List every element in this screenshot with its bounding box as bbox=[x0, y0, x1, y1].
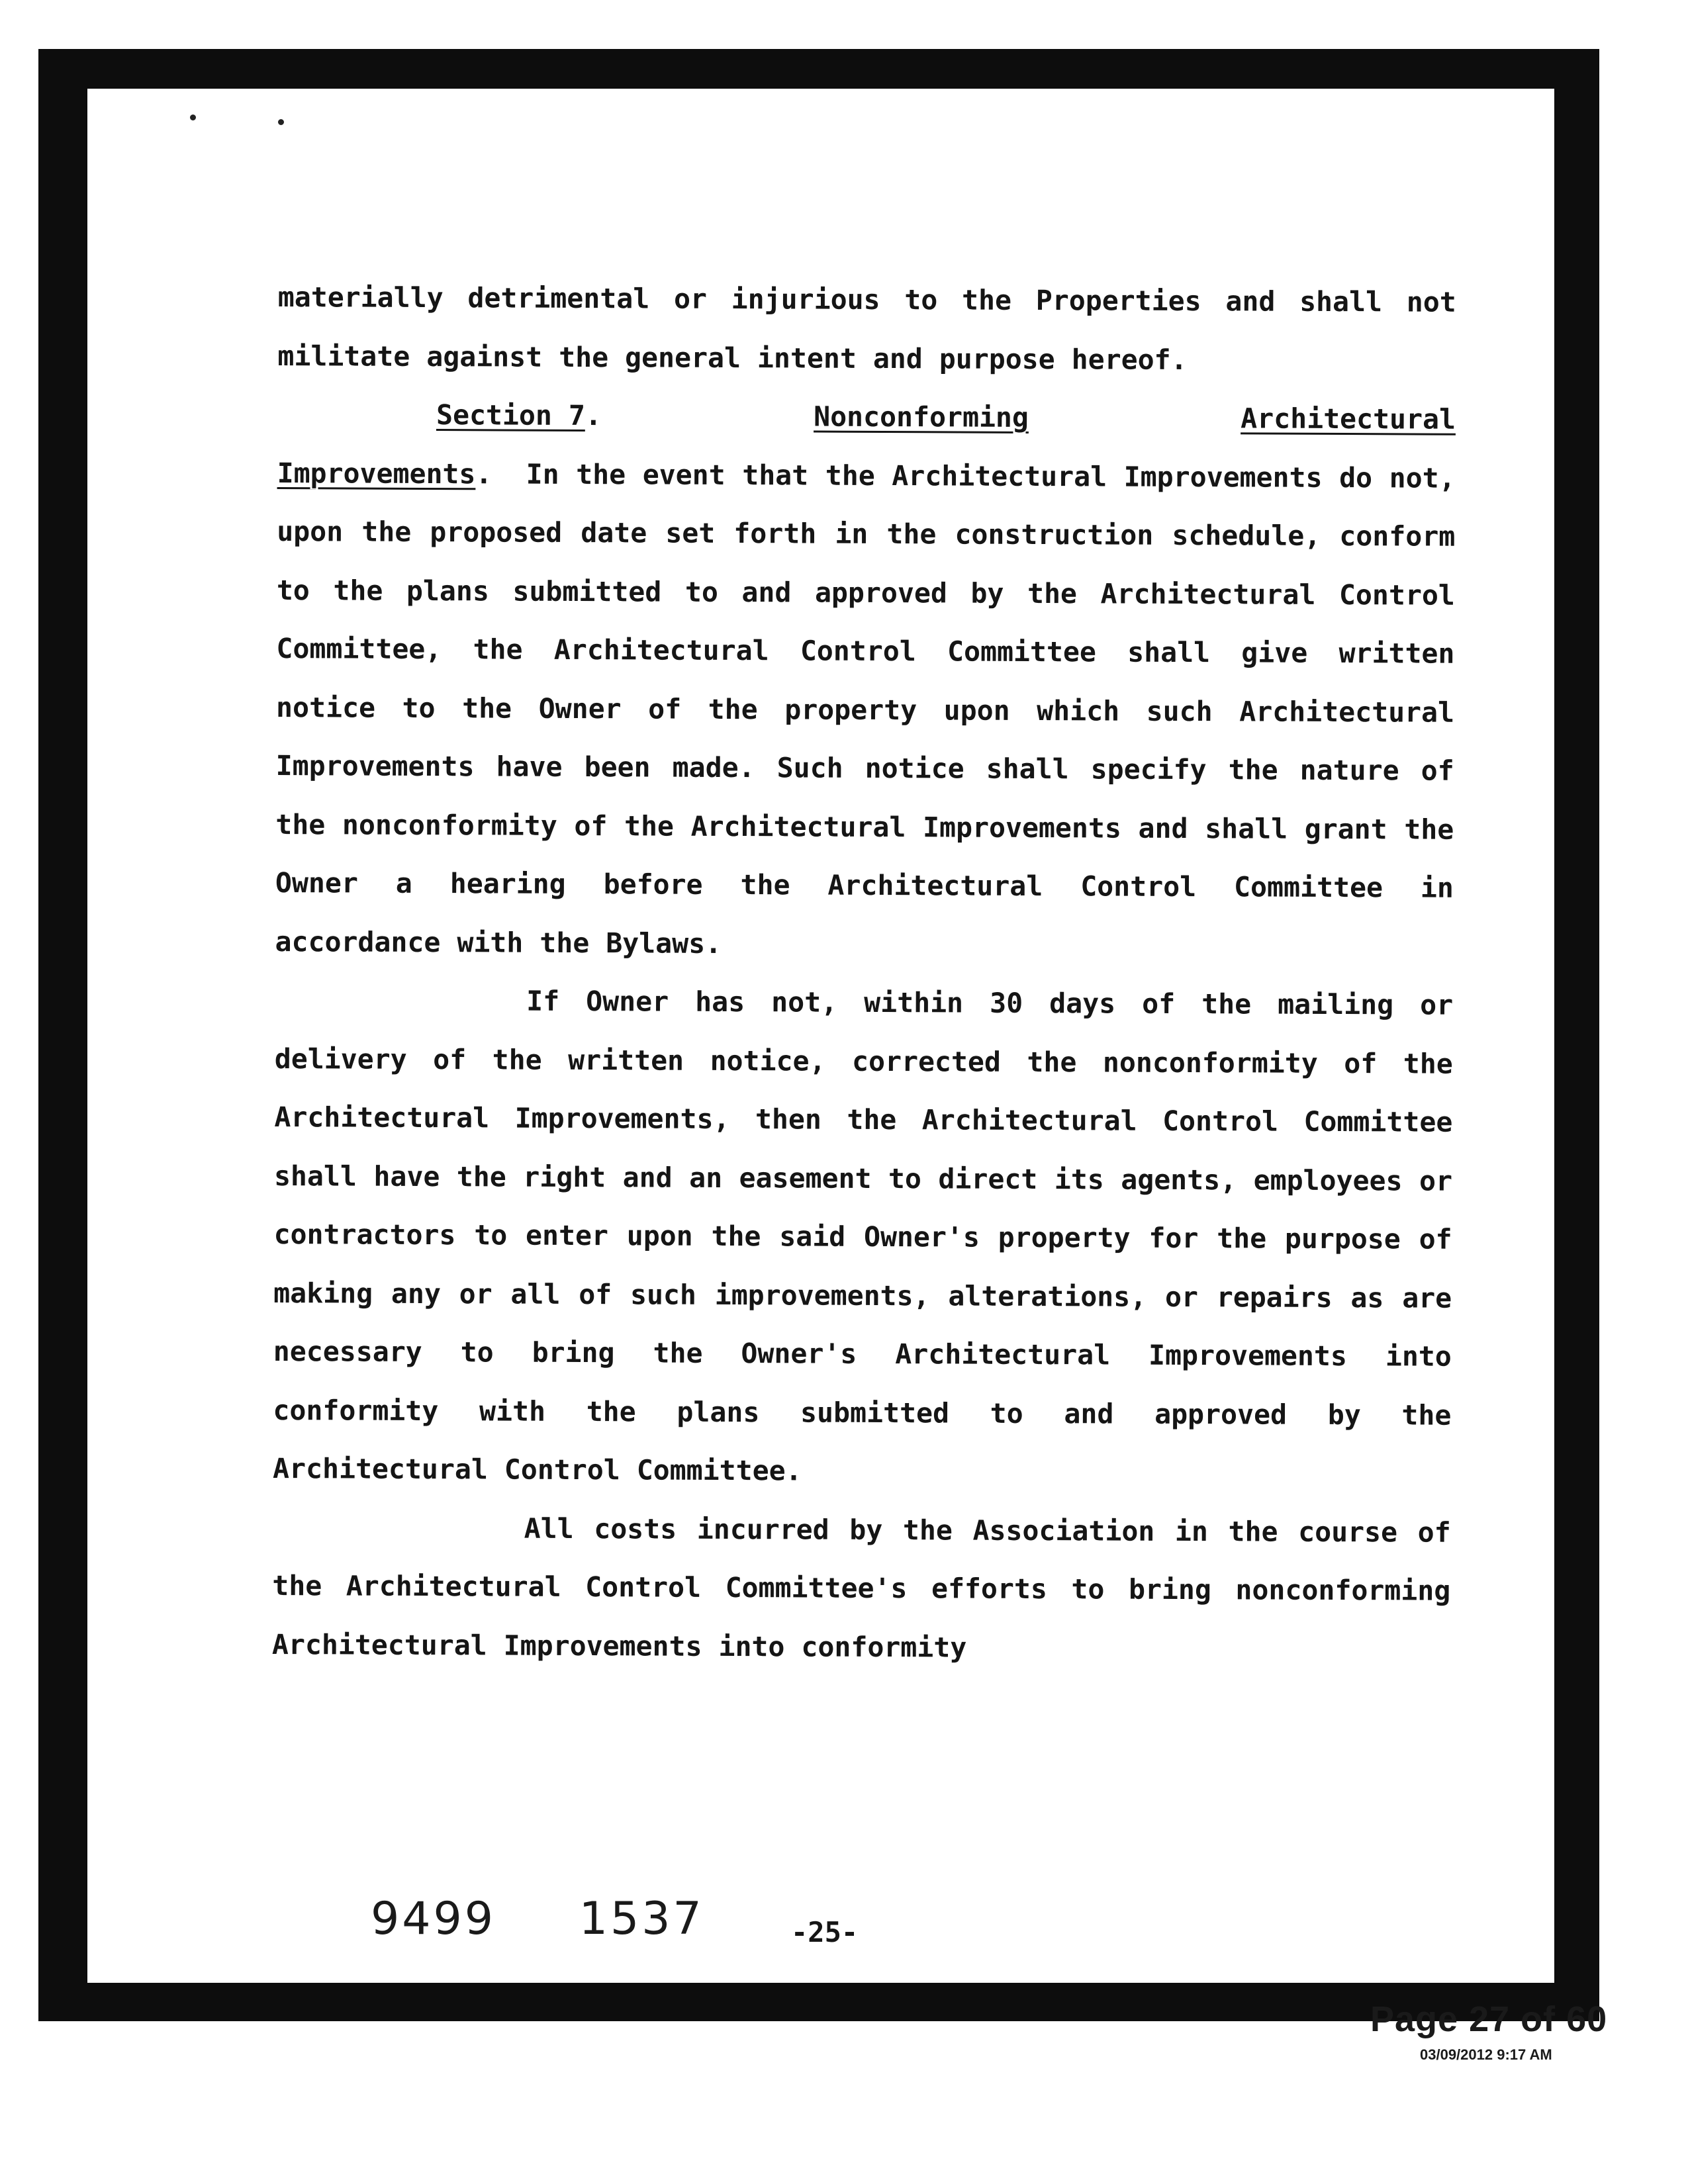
section-7 bbox=[275, 385, 1456, 976]
paragraph-continuation: materially detrimental or injurious to the Properties and shall not militate against the general intent and purpose hereof. bbox=[277, 280, 1456, 376]
scan-speck bbox=[278, 119, 284, 125]
section-number: Section 7. bbox=[436, 398, 602, 432]
section-title-word: Improvements bbox=[277, 456, 476, 490]
page-number: -25- bbox=[791, 1916, 859, 1948]
book-page-stamp bbox=[371, 1893, 704, 1945]
section-7-text: In the event that the Architectural Improvements do not, upon the proposed date set forth in the construction schedule, conform to the plans submitted to and approved by the Architectural Control Committee, the Architectural Control Committee shall give written notice to the Owner of the property upon which such Architectural Improvements have been made. Such notice shall specify the nature of the nonconformity of the Architectural Improvements and shall grant the Owner a hearing before the Architectural Control Committee in accordance with the Bylaws. bbox=[275, 457, 1456, 960]
document-body bbox=[272, 268, 1456, 1679]
paragraph-costs: All costs incurred by the Association in the course of the Architectural Control Committee's efforts to bring nonconforming Architectural Improvements into conformity bbox=[271, 1512, 1451, 1664]
book-number: 9499 bbox=[371, 1893, 496, 1945]
scan-timestamp: 03/09/2012 9:17 AM bbox=[1420, 2046, 1552, 2063]
section-7-paragraph: Improvements. In the event that the Architectural Improvements do not, upon the proposed date set forth in the construction schedule, conform to the plans submitted to and approved by the Architectural Control Committee, the Architectural Control Committee shall give written notice to the Owner of the property upon which such Architectural Improvements have been made. Such notice shall specify the nature of the nonconformity of the Architectural Improvements and shall grant the Owner a hearing before the Architectural Control Committee in accordance with the Bylaws. bbox=[275, 456, 1456, 960]
scan-speck bbox=[190, 114, 196, 120]
section-heading-line bbox=[277, 385, 1456, 449]
scan-page-count: Page 27 of 60 bbox=[1370, 1999, 1608, 2039]
paragraph-owner-nonconformity: If Owner has not, within 30 days of the mailing or delivery of the written notice, corrected the nonconformity of the Architectural Improvements, then the Architectural Control Committee shall have the right and an easement to direct its agents, employees or contractors to enter upon the said Owner's property for the purpose of making any or all of such improvements, alterations, or repairs as are necessary to bring the Owner's Architectural Improvements into conformity with the plans submitted to and approved by the Architectural Control Committee. bbox=[272, 984, 1454, 1487]
section-title-word: Architectural bbox=[1241, 402, 1456, 435]
book-page-number: 1537 bbox=[579, 1893, 704, 1945]
section-title-word: Nonconforming bbox=[814, 400, 1029, 433]
